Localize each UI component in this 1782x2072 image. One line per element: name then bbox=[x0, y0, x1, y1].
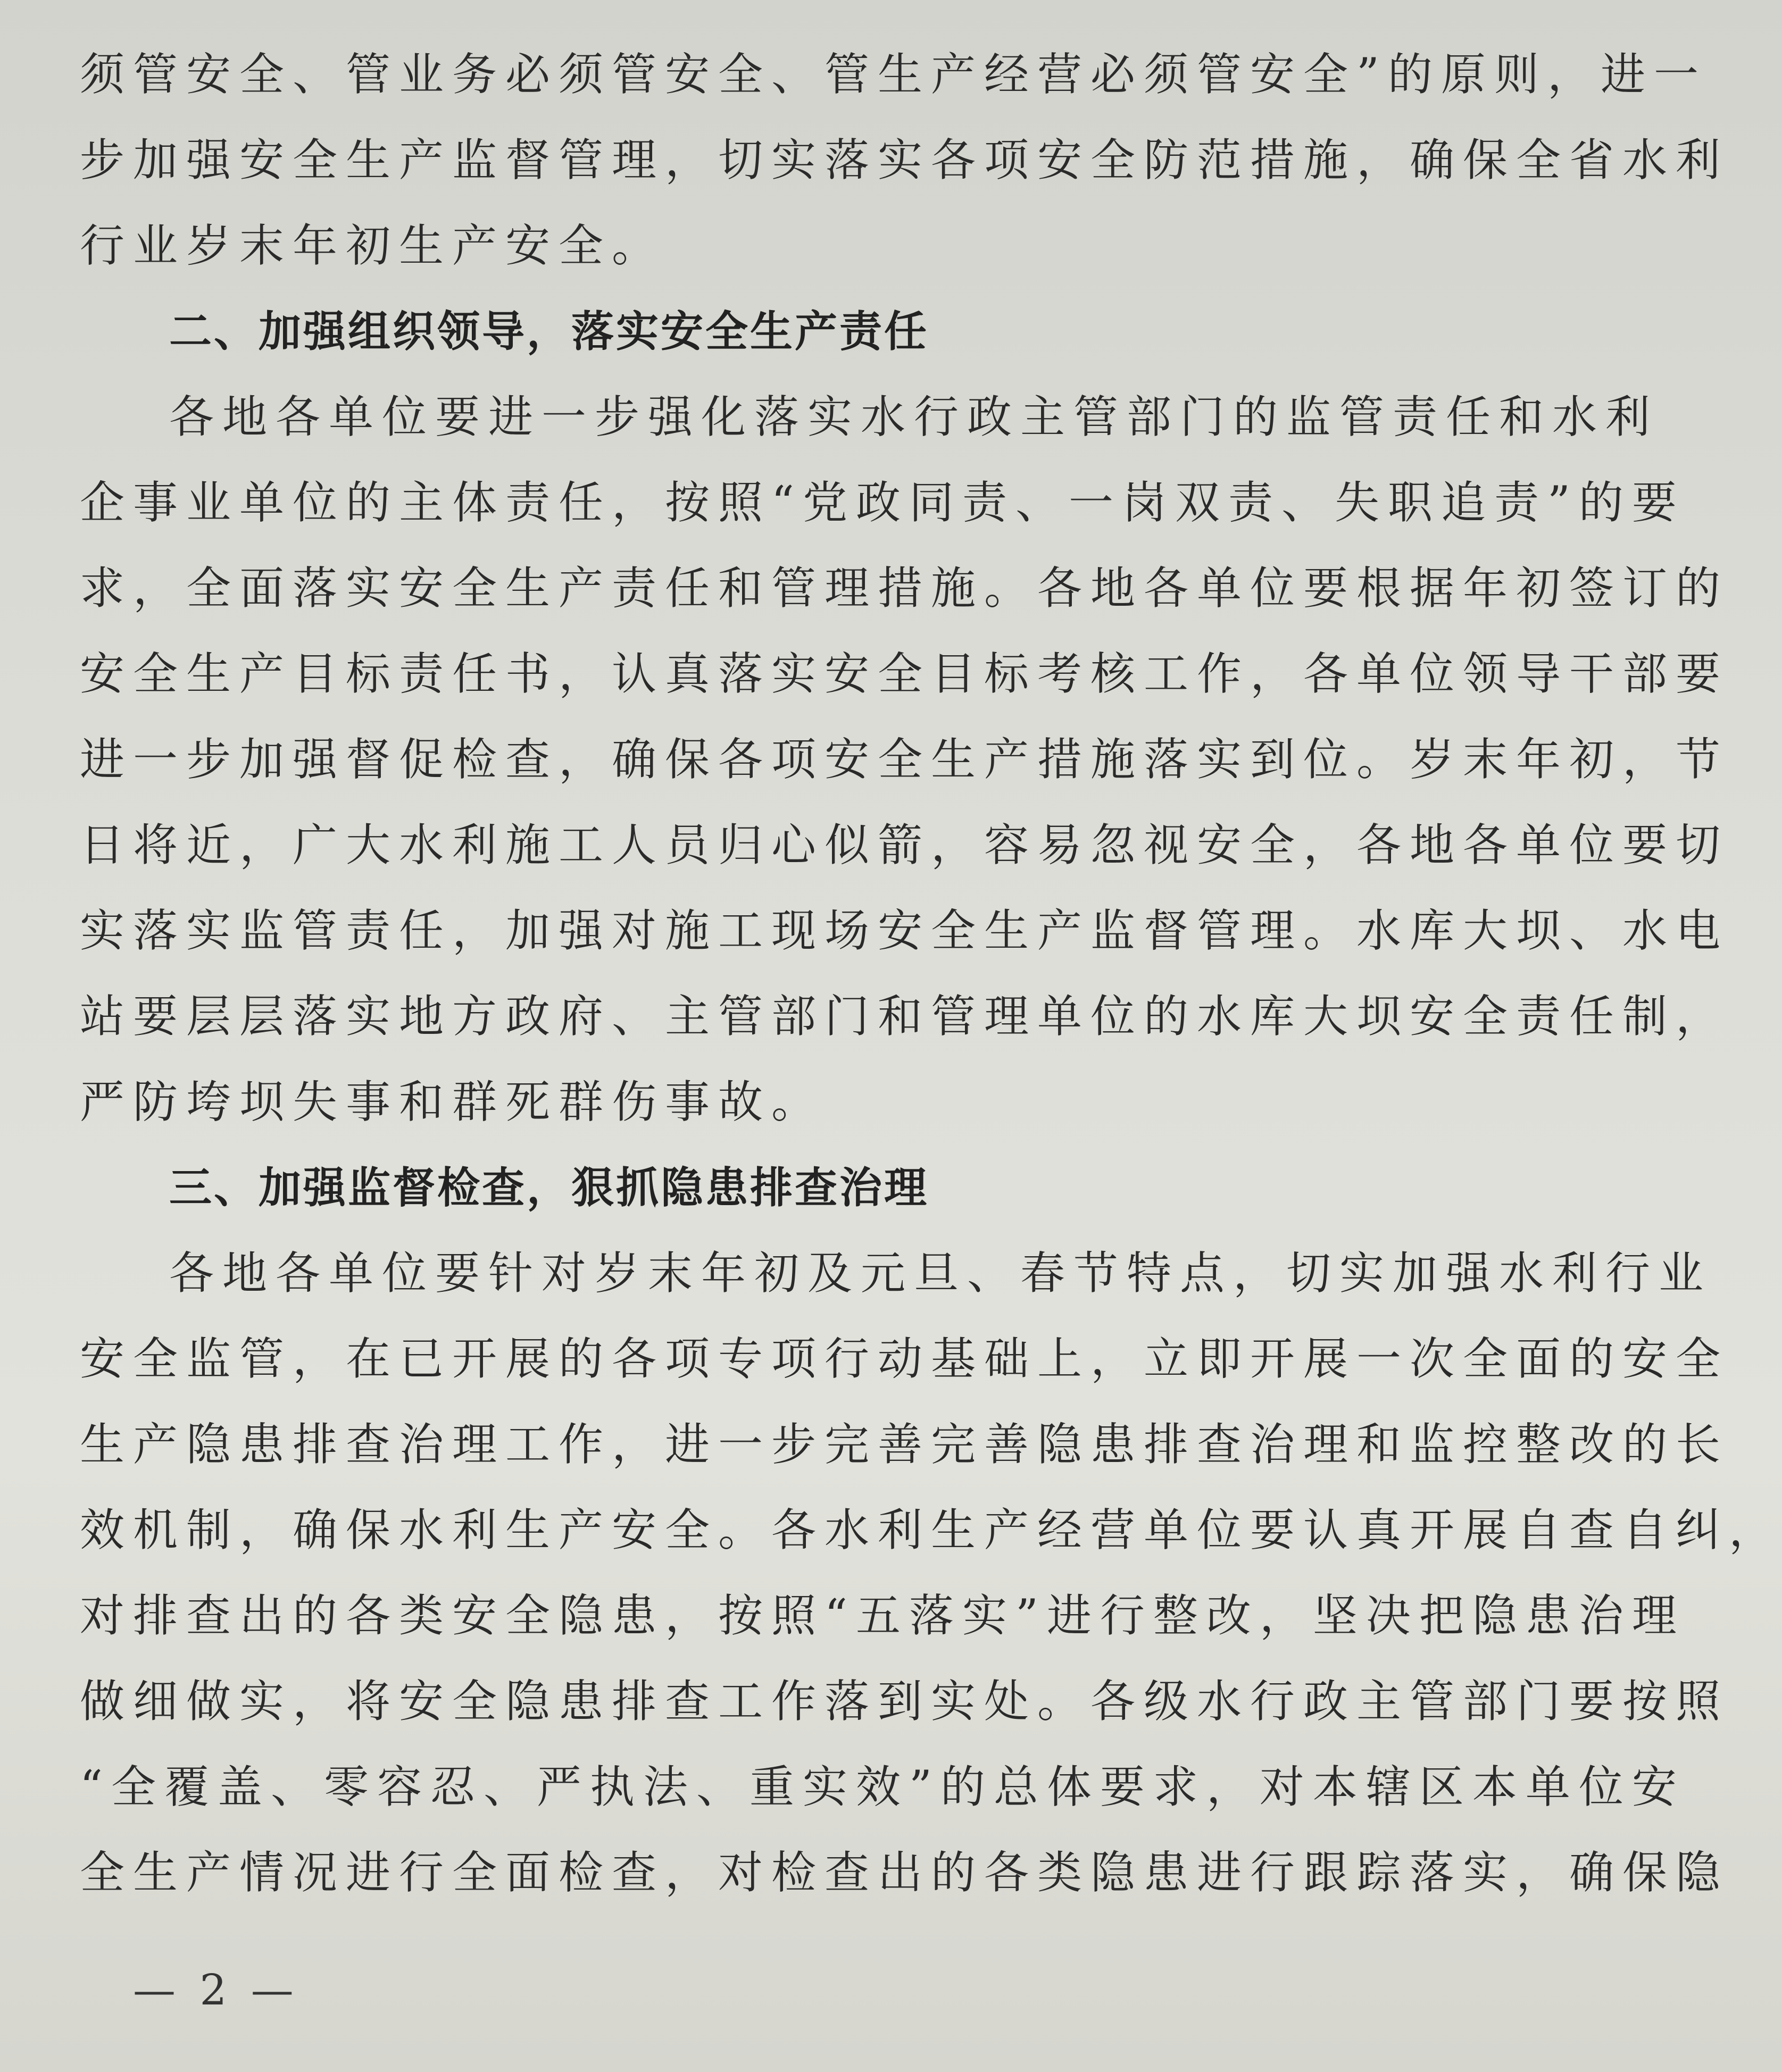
section-heading: 二、加强组织领导，落实安全生产责任 bbox=[169, 307, 929, 356]
text-line: “全覆盖、零容忍、严执法、重实效”的总体要求，对本辖区本单位安 bbox=[80, 1761, 1685, 1813]
section-heading: 三、加强监督检查，狠抓隐患排查治理 bbox=[169, 1163, 929, 1213]
text-line: 效机制，确保水利生产安全。各水利生产经营单位要认真开展自查自纠， bbox=[80, 1504, 1782, 1556]
text-line: 各地各单位要针对岁末年初及元旦、春节特点，切实加强水利行业 bbox=[169, 1247, 1712, 1299]
section-3 bbox=[80, 1145, 1782, 1916]
text-line: 行业岁末年初生产安全。 bbox=[80, 220, 665, 272]
text-line: 生产隐患排查治理工作，进一步完善完善隐患排查治理和监控整改的长 bbox=[80, 1418, 1729, 1471]
text-line: 全生产情况进行全面检查，对检查出的各类隐患进行跟踪落实，确保隐 bbox=[80, 1847, 1729, 1899]
page-number: — 2 — bbox=[133, 1965, 299, 2015]
text-line: 各地各单位要进一步强化落实水行政主管部门的监管责任和水利 bbox=[169, 391, 1659, 443]
document-page bbox=[80, 32, 1782, 1916]
text-line: 企事业单位的主体责任，按照“党政同责、一岗双责、失职追责”的要 bbox=[80, 477, 1685, 529]
text-line: 求，全面落实安全生产责任和管理措施。各地各单位要根据年初签订的 bbox=[80, 562, 1729, 614]
text-line: 严防垮坝失事和群死群伤事故。 bbox=[80, 1076, 825, 1128]
text-line: 日将近，广大水利施工人员归心似箭，容易忽视安全，各地各单位要切 bbox=[80, 819, 1729, 871]
paragraph-1 bbox=[80, 32, 1729, 289]
text-line: 实落实监管责任，加强对施工现场安全生产监督管理。水库大坝、水电 bbox=[80, 905, 1729, 957]
text-line: 站要层层落实地方政府、主管部门和管理单位的水库大坝安全责任制， bbox=[80, 990, 1729, 1042]
text-line: 步加强安全生产监督管理，切实落实各项安全防范措施，确保全省水利 bbox=[80, 134, 1729, 186]
text-line: 须管安全、管业务必须管安全、管生产经营必须管安全”的原则，进一 bbox=[80, 48, 1707, 101]
text-line: 对排查出的各类安全隐患，按照“五落实”进行整改，坚决把隐患治理 bbox=[80, 1590, 1685, 1642]
text-line: 做细做实，将安全隐患排查工作落到实处。各级水行政主管部门要按照 bbox=[80, 1675, 1729, 1727]
text-line: 进一步加强督促检查，确保各项安全生产措施落实到位。岁末年初，节 bbox=[80, 733, 1729, 786]
text-line: 安全监管，在已开展的各项专项行动基础上，立即开展一次全面的安全 bbox=[80, 1333, 1729, 1385]
section-2 bbox=[80, 289, 1729, 1145]
text-line: 安全生产目标责任书，认真落实安全目标考核工作，各单位领导干部要 bbox=[80, 648, 1729, 700]
